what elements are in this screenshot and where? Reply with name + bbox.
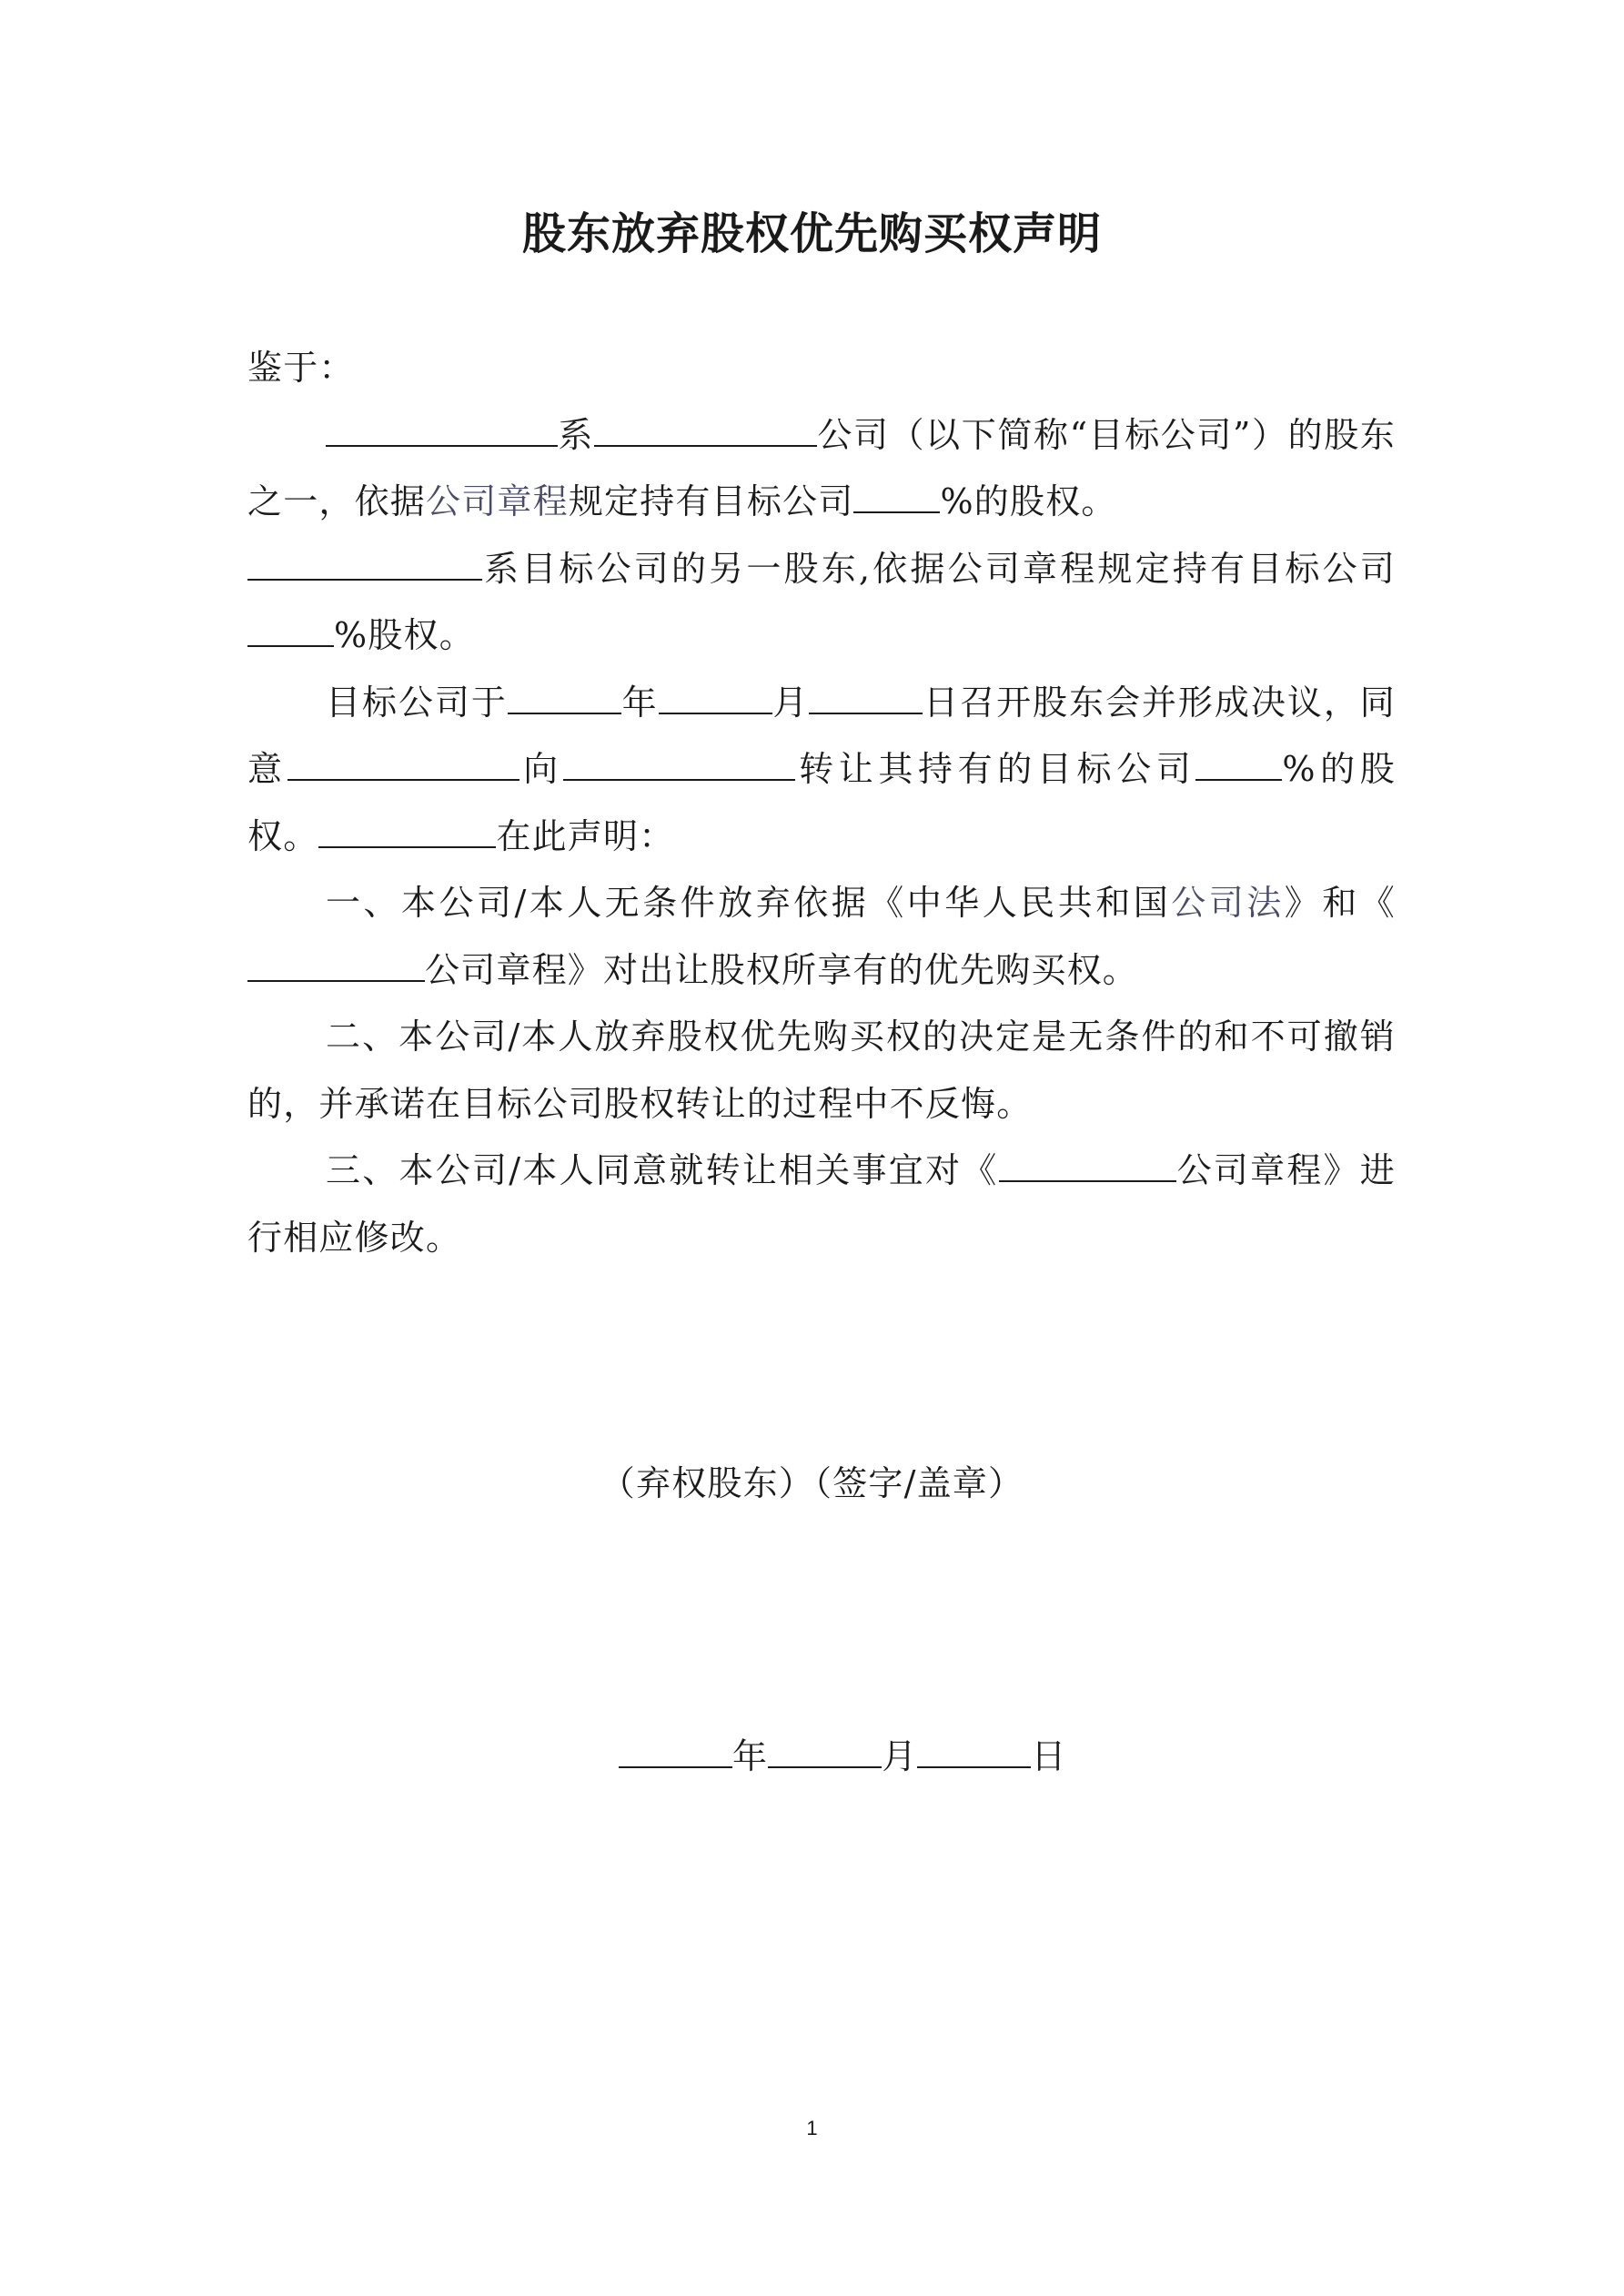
text: 目标公司于: [326, 682, 508, 723]
text: 日召开股东会并形成决议，同意: [247, 682, 1396, 789]
blank-field[interactable]: [287, 752, 519, 781]
document-body: [247, 335, 1396, 1271]
text: 的过程中不反悔。: [746, 1083, 1033, 1124]
paragraph-resolution: [247, 670, 1396, 871]
blank-field[interactable]: [999, 1153, 1176, 1182]
text: %的股权。: [247, 749, 1396, 856]
clause-two: [247, 1004, 1396, 1138]
text: 》和《: [1284, 883, 1396, 923]
paragraph-shareholder-two: [247, 536, 1396, 670]
paragraph-shareholder-one: [247, 402, 1396, 536]
text: 二、本公司/本人放弃股权优先购买权的决定是无条件的和不可撤销的，并承诺在目标公司: [247, 1017, 1396, 1124]
blank-field[interactable]: [594, 418, 817, 447]
date-line: [619, 1729, 1067, 1784]
company-law-link[interactable]: 公司法: [1171, 883, 1285, 923]
text: 规定持有目标公司: [568, 481, 854, 521]
blank-field[interactable]: [768, 1739, 882, 1768]
text: 在此声明：: [496, 815, 675, 856]
blank-field[interactable]: [619, 1739, 732, 1768]
intro-text: 鉴于：: [247, 348, 355, 388]
text: %股权。: [334, 615, 475, 655]
blank-field[interactable]: [247, 551, 482, 581]
text: 系: [558, 414, 594, 455]
blank-field[interactable]: [659, 685, 772, 714]
document-title: 股东放弃股权优先购买权声明: [521, 208, 1102, 259]
blank-field[interactable]: [1195, 752, 1282, 781]
text: %的股权。: [940, 481, 1117, 521]
blank-field[interactable]: [326, 418, 558, 447]
blank-field[interactable]: [563, 752, 795, 781]
text: 系目标公司的另一股东,依据公司章程规定持有目标公司: [482, 548, 1396, 589]
text: 一、本公司/本人无条件放弃依据《中华人民共和国: [326, 883, 1172, 923]
articles-link[interactable]: 公司章程: [426, 481, 569, 521]
text: 公司章程》对出让股权所享有的优先购买权。: [425, 949, 1139, 990]
blank-field[interactable]: [853, 484, 940, 513]
text: 日: [1031, 1736, 1067, 1776]
blank-field[interactable]: [318, 819, 496, 848]
equity-transfer-text: 股权转让: [604, 1083, 747, 1124]
clause-three: [247, 1138, 1396, 1271]
text: 公司（以下简称“目标公司”）的股东之一，依据: [247, 414, 1396, 521]
blank-field[interactable]: [508, 685, 621, 714]
intro-line: [247, 335, 1396, 402]
clause-one: [247, 870, 1396, 1004]
text: 年: [620, 682, 659, 723]
text: 转让其持有的目标公司: [794, 749, 1196, 789]
text: 月: [882, 1736, 918, 1776]
text: 月: [772, 682, 810, 723]
text: 向: [519, 749, 563, 789]
blank-field[interactable]: [809, 685, 923, 714]
text: 年: [732, 1736, 769, 1776]
blank-field[interactable]: [247, 953, 425, 982]
text: 三、本公司/本人同意就转让相关事宜对《: [326, 1150, 999, 1190]
page-number: 1: [806, 2117, 818, 2139]
signature-line: （弃权股东）（签字/盖章）: [600, 1463, 1024, 1503]
text: 公司章程》进行相应修改。: [247, 1150, 1397, 1258]
blank-field[interactable]: [917, 1739, 1031, 1768]
blank-field[interactable]: [247, 618, 334, 647]
